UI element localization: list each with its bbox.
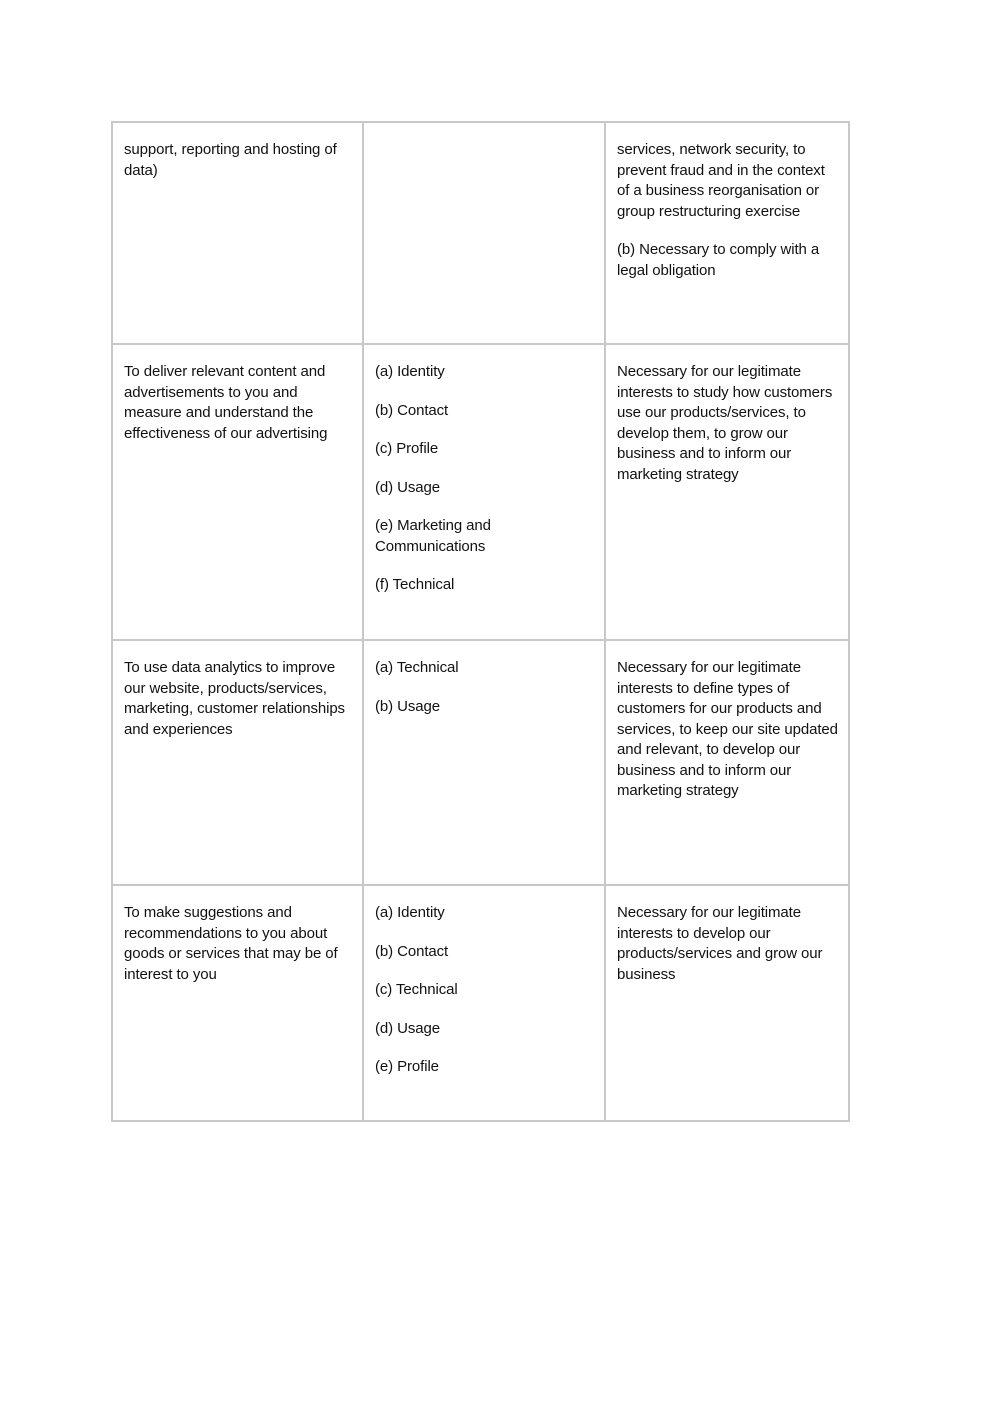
data-type-item: (e) Profile bbox=[375, 1058, 439, 1075]
lawful-basis-cell bbox=[605, 122, 849, 344]
lawful-basis-text: Necessary for our legitimate interests to define types of customers for our products and services, to keep our site updated and relevant, to develop our business and to inform our marketing strategy bbox=[617, 659, 838, 799]
data-type-item: (d) Usage bbox=[375, 1019, 440, 1037]
purpose-text: To deliver relevant content and advertisements to you and measure and understand the effectiveness of our advertising bbox=[124, 363, 328, 442]
lawful-basis-cell bbox=[605, 640, 849, 885]
lawful-basis-text: Necessary for our legitimate interests to develop our products/services and grow our business bbox=[617, 904, 823, 983]
data-type-item: (b) Contact bbox=[375, 401, 449, 419]
processing-purposes-table bbox=[111, 121, 850, 1122]
table-row bbox=[112, 344, 849, 640]
data-type-cell bbox=[363, 640, 605, 885]
data-type-item: (a) Technical bbox=[375, 659, 459, 676]
purpose-text: To use data analytics to improve our website, products/services, marketing, customer relationships and experiences bbox=[124, 659, 345, 738]
data-type-item: (c) Profile bbox=[375, 440, 439, 457]
table-row bbox=[112, 122, 849, 344]
purpose-cell bbox=[112, 344, 363, 640]
data-type-item: (b) Usage bbox=[375, 697, 440, 715]
table-row bbox=[112, 885, 849, 1121]
data-type-item: (b) Contact bbox=[375, 942, 449, 960]
data-type-item: (a) Identity bbox=[375, 363, 445, 380]
data-type-cell bbox=[363, 122, 605, 344]
lawful-basis-cell bbox=[605, 344, 849, 640]
table-row bbox=[112, 640, 849, 885]
purpose-cell bbox=[112, 885, 363, 1121]
data-type-cell bbox=[363, 885, 605, 1121]
purpose-cell bbox=[112, 122, 363, 344]
purpose-cell bbox=[112, 640, 363, 885]
data-type-cell bbox=[363, 344, 605, 640]
data-type-item: (c) Technical bbox=[375, 981, 458, 998]
data-type-item: (f) Technical bbox=[375, 576, 455, 593]
purpose-text: support, reporting and hosting of data) bbox=[124, 141, 337, 179]
purpose-text: To make suggestions and recommendations to you about goods or services that may be of interest to you bbox=[124, 904, 338, 983]
lawful-basis-text: services, network security, to prevent fraud and in the context of a business reorganisation or group restructuring exercise bbox=[617, 141, 825, 220]
data-type-item: (e) Marketing and Communications bbox=[375, 517, 491, 555]
lawful-basis-cell bbox=[605, 885, 849, 1121]
data-type-item: (a) Identity bbox=[375, 904, 445, 921]
lawful-basis-text: Necessary for our legitimate interests to study how customers use our products/services, to develop them, to grow our business and to inform our marketing strategy bbox=[617, 363, 833, 483]
data-type-item: (d) Usage bbox=[375, 478, 440, 496]
lawful-basis-text: (b) Necessary to comply with a legal obligation bbox=[617, 241, 820, 279]
